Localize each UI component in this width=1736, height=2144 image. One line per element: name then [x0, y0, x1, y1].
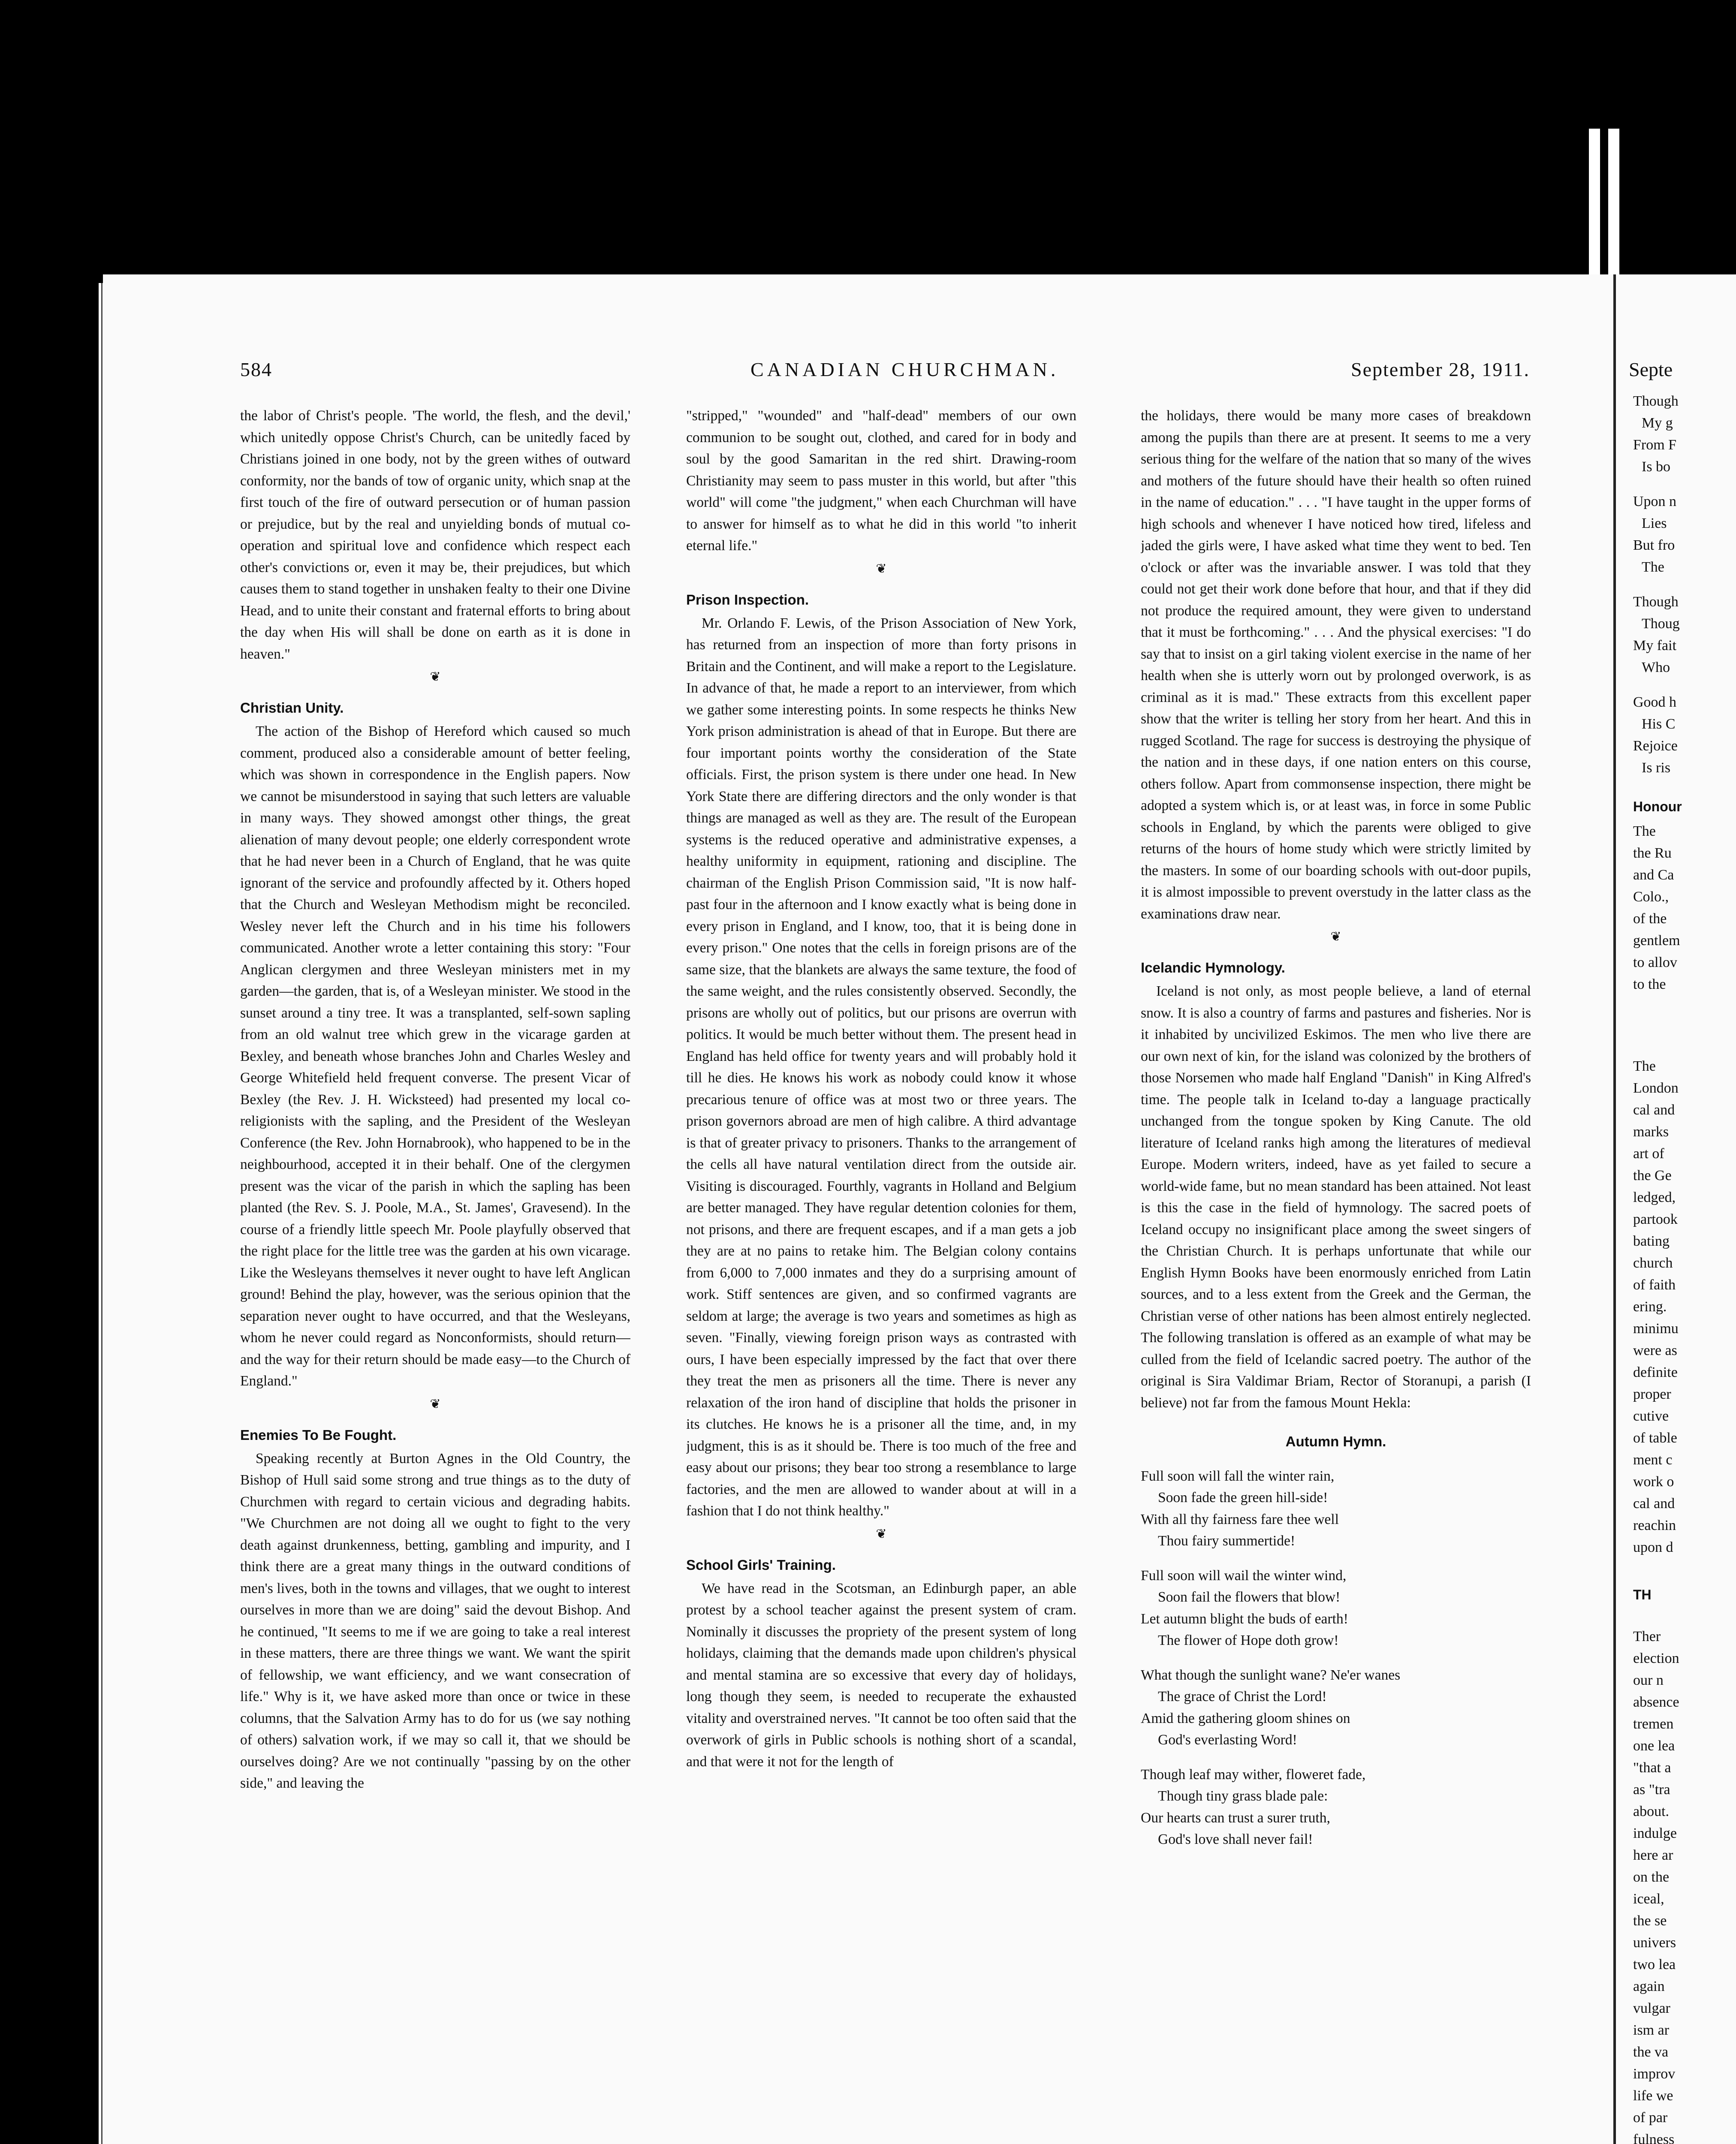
paragraph: the labor of Christ's people. 'The world, the flesh, and the devil,' which unitedly oppose Christ's Church, can be unitedly faced by Christians joined in one body, not by the green withes of outward conformity, nor the bands of tow of organic unity, which snap at the first touch of the fire of outward persecution or of human passion or prejudice, but by the real and unyielding bonds of mutual co-operation and spiritual love and confidence which respect each other's convictions or, even it may be, their prejudices, but which causes them to stand together in unshaken fealty to their one Divine Head, and to unite their constant and fraternal efforts to bring about the day when His will shall be done on earth as it is done in heaven."	[240, 408, 630, 662]
facing-line: to allov	[1633, 955, 1677, 970]
facing-line: here ar	[1633, 1847, 1673, 1863]
column-3	[1141, 405, 1531, 2144]
section-heading: Prison Inspection.	[686, 591, 809, 608]
facing-line: of the	[1633, 911, 1667, 927]
poem-line: With all thy fairness fare thee well	[1141, 1511, 1339, 1527]
paragraph: "stripped," "wounded" and "half-dead" members of our own communion to be sought out, clothed, and cared for in body and soul by the good Samaritan in the red shirt. Drawing-room Christianity may seem to pass muster in this world, but after "this world" will come "the judgment," when each Churchman will have to answer for himself as to what he did in this world "to inherit eternal life."	[686, 408, 1076, 554]
poem-line: The grace of Christ the Lord!	[1158, 1689, 1327, 1704]
facing-line: of par	[1633, 2110, 1668, 2126]
paragraph: We have read in the Scotsman, an Edinburgh paper, an able protest by a school teacher against the present system of cram. Nominally it discusses the propriety of the present system of long holidays, claiming that the demands made upon children's physical and mental stamina are so excessive that every day of holidays, long though they seem, is needed to recuperate the exhausted vitality and overstrained nerves. "It cannot be too often said that the overwork of girls in Public schools is nothing short of a scandal, and that were it not for the length of	[686, 1580, 1076, 1770]
facing-line: tremen	[1633, 1716, 1674, 1732]
facing-line: life we	[1633, 2088, 1673, 2104]
section-heading: Enemies To Be Fought.	[240, 1427, 397, 1443]
stanza	[1141, 1665, 1531, 1751]
paragraph: The action of the Bishop of Hereford which caused so much comment, produced also a considerable amount of better feeling, which was shown in correspondence in the English papers. Now we cannot be misunderstood in saying that such letters are valuable in many ways. They showed amongst other things, the great alienation of many devout people; one elderly correspondent wrote that he had never been in a Church of England, that he was quite ignorant of the service and profoundly affected by it. Others hoped that the Church and Wesleyan Methodism might be reconciled. Wesley never left the Church and in his time his followers communicated. Another wrote a letter containing this story: "Four Anglican clergymen and three Wesleyan ministers met in my garden—the garden, that is, of a Wesleyan minister. We stood in the sunset around a tiny tree. It was a transplanted, self-sown sapling from an old walnut tree which grew in the vicarage garden at Bexley, and beneath whose branches John and Charles Wesley and George Whitefield held frequent converse. The present Vicar of Bexley (the Rev. J. H. Wicksteed) had presented my local co-religionists with the sapling, and the President of the Wesleyan Conference (the Rev. John Hornabrook), who happened to be in the neighbourhood, accepted it in their behalf. One of the clergymen present was the vicar of the parish in which the sapling has been planted (the Rev. S. J. Poole, M.A., St. James', Gravesend). In the course of a friendly little speech Mr. Poole playfully observed that the right place for the little tree was the garden at his own vicarage. Like the Wesleyans themselves it never ought to have left Anglican ground! Behind the play, however, was the serious opinion that the separation never ought to have occurred, and that the Wesleyans, whom he never could regard as Nonconformists, should return—and the way for their return should be made easy—to the Church of England."	[240, 723, 630, 1389]
facing-line: ism ar	[1633, 2022, 1670, 2038]
facing-line: again	[1633, 1978, 1665, 1994]
section-heading: Christian Unity.	[240, 700, 344, 716]
facing-line: proper	[1633, 1386, 1671, 1402]
facing-line: vulgar	[1633, 2000, 1670, 2016]
facing-line: of faith	[1633, 1277, 1676, 1293]
column-2	[686, 405, 1076, 2144]
facing-line: Is bo	[1642, 459, 1671, 475]
poem-line: God's everlasting Word!	[1158, 1732, 1297, 1748]
section-heading: Icelandic Hymnology.	[1141, 960, 1285, 976]
facing-line: cal and	[1633, 1496, 1675, 1512]
facing-line: ledged,	[1633, 1189, 1676, 1205]
facing-line: the Ge	[1633, 1168, 1672, 1183]
facing-line: The	[1642, 559, 1664, 575]
facing-line: improv	[1633, 2066, 1676, 2082]
poem-line: Let autumn blight the buds of earth!	[1141, 1611, 1348, 1627]
facing-line: one lea	[1633, 1738, 1675, 1754]
facing-line: Upon n	[1633, 494, 1677, 509]
facing-line: ment c	[1633, 1452, 1673, 1468]
facing-line: London	[1633, 1080, 1679, 1096]
facing-running-head: Septe	[1629, 358, 1673, 380]
poem-line: Though tiny grass blade pale:	[1158, 1788, 1328, 1804]
facing-line: minimu	[1633, 1321, 1679, 1337]
publication-title: CANADIAN CHURCHMAN.	[750, 358, 1059, 380]
facing-line: iceal,	[1633, 1891, 1664, 1907]
facing-line: Ther	[1633, 1629, 1661, 1644]
facing-line: work o	[1633, 1474, 1674, 1490]
facing-line: The	[1633, 1058, 1656, 1074]
facing-line: fulness	[1633, 2132, 1675, 2144]
facing-line: cal and	[1633, 1102, 1675, 1118]
poem-line: Amid the gathering gloom shines on	[1141, 1710, 1350, 1726]
facing-line: Who	[1642, 659, 1670, 675]
facing-heading: TH	[1633, 1587, 1652, 1602]
facing-line: upon d	[1633, 1539, 1673, 1555]
paragraph: Mr. Orlando F. Lewis, of the Prison Association of New York, has returned from an inspection of more than forty prisons in Britain and the Continent, and will make a report to the Legislature. In advance of that, he made a report to an interviewer, from which we gather some interesting points. In some respects he thinks New York prison administration is ahead of that in Europe. But there are four important points worthy the consideration of the State officials. First, the prison system is there under one head. In New York State there are differing directors and the only wonder is that things are managed as well as they are. The result of the European systems is the reduced operative and administrative expenses, a healthy uniformity in equipment, rationing and discipline. The chairman of the English Prison Commission said, "It is now half-past four in the afternoon and I know exactly what is being done in every prison in England, and I know, too, that it is being done in every prison." One notes that the cells in foreign prisons are of the same size, that the blankets are always the same texture, the food of the same weight, and the rules consistently observed. Secondly, the prisons are wholly out of politics, but our prisons are overrun with politics. It would be much better without them. The present head in England has held office for twenty years and will probably hold it till he dies. He knows his work as nobody could know it whose precarious tenure of office was at most two or three years. The prison governors abroad are men of high calibre. A third advantage is that of greater privacy to prisoners. Thanks to the arrangement of the cells all have natural ventilation direct from the outside air. Visiting is discouraged. Fourthly, vagrants in Holland and Belgium are better managed. They have regular detention colonies for them, not prisons, and there are frequent escapes, and if a man gets a job they are at no pains to retake him. The Belgian colony contains from 6,000 to 7,000 inmates and they do a surprising amount of work. Stiff sentences are given, and so confirmed vagrants are seldom at large; the average is two years and sometimes as high as seven. "Finally, viewing foreign prison ways as contrasted with ours, I have been especially impressed by the fact that over there they treat the men as prisoners all the time. There is never any relaxation of the iron hand of discipline that holds the prisoner in its clutches. He knows he is a prisoner all the time, and, in my judgment, this is as it should be. There is too much of the free and easy about our prisons; they bear too strong a resemblance to large factories, and the men are allowed to wander about at will in a fashion that I do not think healthy."	[686, 615, 1076, 1519]
facing-line: His C	[1642, 716, 1676, 732]
paragraph: Speaking recently at Burton Agnes in the Old Country, the Bishop of Hull said some strong and true things as to the duty of Churchmen with regard to certain vicious and degrading habits. "We Churchmen are not doing all we ought to fight to the very death against drunkenness, betting, gambling and impurity, and I think there are a great many things in the outward conditions of men's lives, both in the towns and villages, that we ought to interest ourselves in more than we are doing" said the devout Bishop. And he continued, "It seems to me if we are going to take a real interest in these matters, there are three things we want. We want the spirit of fellowship, we want efficiency, and we want consecration of life." Why is it, we have asked more than once or twice in these columns, that the Salvation Army has to do for us (we say nothing of others) salvation work, if we may so call it, that we should be ourselves doing? Are we not continually "passing by on the other side," and leaving the	[240, 1450, 630, 1791]
section-ornament: ❦	[430, 1397, 441, 1411]
stanza	[1141, 1466, 1531, 1552]
facing-line: Thoug	[1642, 616, 1680, 632]
paragraph: Iceland is not only, as most people believe, a land of eternal snow. It is also a country of farms and pastures and fisheries. Nor is it inhabited by uncivilized Eskimos. The men who live there are our own next of kin, for the island was colonized by the brothers of those Norsemen who made half England "Danish" in King Alfred's time. The people talk in Iceland to-day a language practically unchanged from the tongue spoken by King Canute. The old literature of Iceland ranks high among the literatures of medieval Europe. Modern writers, indeed, have as yet failed to secure a world-wide fame, but no mean standard has been attained. Not least is this the case in the field of hymnology. The sacred poets of Iceland occupy no insignificant place among the sweet singers of the Christian Church. It is perhaps unfortunate that while our English Hymn Books have been enormously enriched from Latin sources, and to a less extent from the Greek and the German, the Christian verse of other nations has been almost entirely neglected. The following translation is offered as an example of what may be culled from the field of Icelandic sacred poetry. The author of the original is Sira Valdimar Briam, Rector of Storanupi, a parish (I believe) not far from the famous Mount Hekla:	[1141, 983, 1531, 1411]
facing-line: and Ca	[1633, 867, 1674, 883]
facing-line: cutive	[1633, 1408, 1669, 1424]
facing-line: definite	[1633, 1364, 1678, 1380]
paragraph: the holidays, there would be many more cases of breakdown among the pupils than there are at present. It seems to me a very serious thing for the welfare of the nation that so many of the wives and mothers of the future should have their health so often ruined in the name of education." . . . "I have taught in the upper forms of high schools and whenever I have noticed how tired, lifeless and jaded the girls were, I have asked what time they went to bed. Ten o'clock or after was the invariable answer. I was told that they could not get their work done before that hour, and that if they did not produce the required amount, they were given to understand that it must be forthcoming." . . . And the physical exercises: "I do say that to insist on a girl taking violent exercise in the name of her health when she is utterly worn out by prolonged overwork, is as criminal as it is mad." These extracts from this excellent paper show that the writer is telling her story from her heart. And this in rugged Scotland. The rage for success is destroying the physique of the nation and in these days, if one nation enters on this course, others follow. Apart from commonsense inspection, there might be adopted a system which is, or at least was, in force in some Public schools in England, by which the parents were obliged to give returns of the hours of home study which were strictly limited by the masters. In some of our boarding schools with out-door pupils, it is almost impossible to prevent overstudy in the latter class as the examinations draw near.	[1141, 408, 1531, 922]
facing-line: to the	[1633, 976, 1666, 992]
section-ornament: ❦	[430, 670, 441, 684]
poem-line: Full soon will fall the winter rain,	[1141, 1468, 1335, 1484]
poem-line: Our hearts can trust a surer truth,	[1141, 1810, 1330, 1826]
facing-line: Though	[1633, 594, 1679, 610]
poem-line: Though leaf may wither, floweret fade,	[1141, 1766, 1366, 1783]
facing-line: of table	[1633, 1430, 1677, 1446]
facing-line: partook	[1633, 1211, 1678, 1227]
poem-line: Thou fairy summertide!	[1158, 1533, 1296, 1549]
facing-line: the va	[1633, 2044, 1669, 2060]
issue-date: September 28, 1911.	[1351, 358, 1530, 380]
facing-line: Colo.,	[1633, 889, 1669, 905]
poem-line: What though the sunlight wane? Ne'er wanes	[1141, 1667, 1401, 1683]
facing-line: election	[1633, 1650, 1679, 1666]
facing-line: Lies	[1642, 515, 1667, 531]
page-number: 584	[240, 358, 272, 380]
section-ornament: ❦	[876, 561, 887, 576]
facing-line: about.	[1633, 1804, 1670, 1819]
facing-line: church	[1633, 1255, 1673, 1271]
section-ornament: ❦	[1330, 930, 1341, 944]
facing-line: Rejoice	[1633, 738, 1678, 754]
facing-line: My g	[1642, 415, 1673, 431]
facing-line: the se	[1633, 1913, 1667, 1929]
facing-line: two lea	[1633, 1957, 1676, 1972]
facing-page-edge	[1613, 274, 1736, 2144]
poem	[1141, 1466, 1531, 1851]
poem-line: The flower of Hope doth grow!	[1158, 1632, 1339, 1648]
facing-line: "that a	[1633, 1760, 1671, 1776]
facing-line: From F	[1633, 437, 1677, 453]
facing-line: Good h	[1633, 694, 1677, 710]
running-head	[240, 358, 1591, 388]
facing-line: bating	[1633, 1233, 1670, 1249]
facing-line: on the	[1633, 1869, 1670, 1885]
facing-line: absence	[1633, 1694, 1679, 1710]
facing-line: were as	[1633, 1343, 1677, 1358]
facing-line: ering.	[1633, 1299, 1667, 1315]
poem-line: Soon fade the green hill-side!	[1158, 1490, 1328, 1506]
facing-heading: Honour	[1633, 799, 1682, 814]
facing-line: Is ris	[1642, 760, 1671, 776]
stanza	[1141, 1565, 1531, 1652]
column-1	[240, 405, 630, 2144]
facing-line: The	[1633, 823, 1656, 839]
facing-line: our n	[1633, 1672, 1664, 1688]
facing-line: art of	[1633, 1146, 1664, 1162]
section-ornament: ❦	[876, 1527, 887, 1541]
poem-line: God's love shall never fail!	[1158, 1831, 1313, 1847]
facing-line: gentlem	[1633, 933, 1680, 949]
facing-line: reachin	[1633, 1518, 1676, 1533]
poem-line: Full soon will wail the winter wind,	[1141, 1567, 1347, 1584]
facing-line: as "tra	[1633, 1782, 1670, 1798]
facing-line: univers	[1633, 1935, 1676, 1951]
section-heading: School Girls' Training.	[686, 1557, 836, 1573]
facing-text-block	[1633, 390, 1682, 2144]
poem-title: Autumn Hymn.	[1285, 1433, 1386, 1449]
facing-line: indulge	[1633, 1825, 1677, 1841]
stanza	[1141, 1764, 1531, 1851]
facing-line: My fait	[1633, 638, 1677, 653]
poem-line: Soon fail the flowers that blow!	[1158, 1589, 1341, 1605]
facing-line: But fro	[1633, 537, 1675, 553]
facing-line: the Ru	[1633, 845, 1672, 861]
facing-line: marks	[1633, 1124, 1669, 1140]
facing-line: Though	[1633, 393, 1679, 409]
